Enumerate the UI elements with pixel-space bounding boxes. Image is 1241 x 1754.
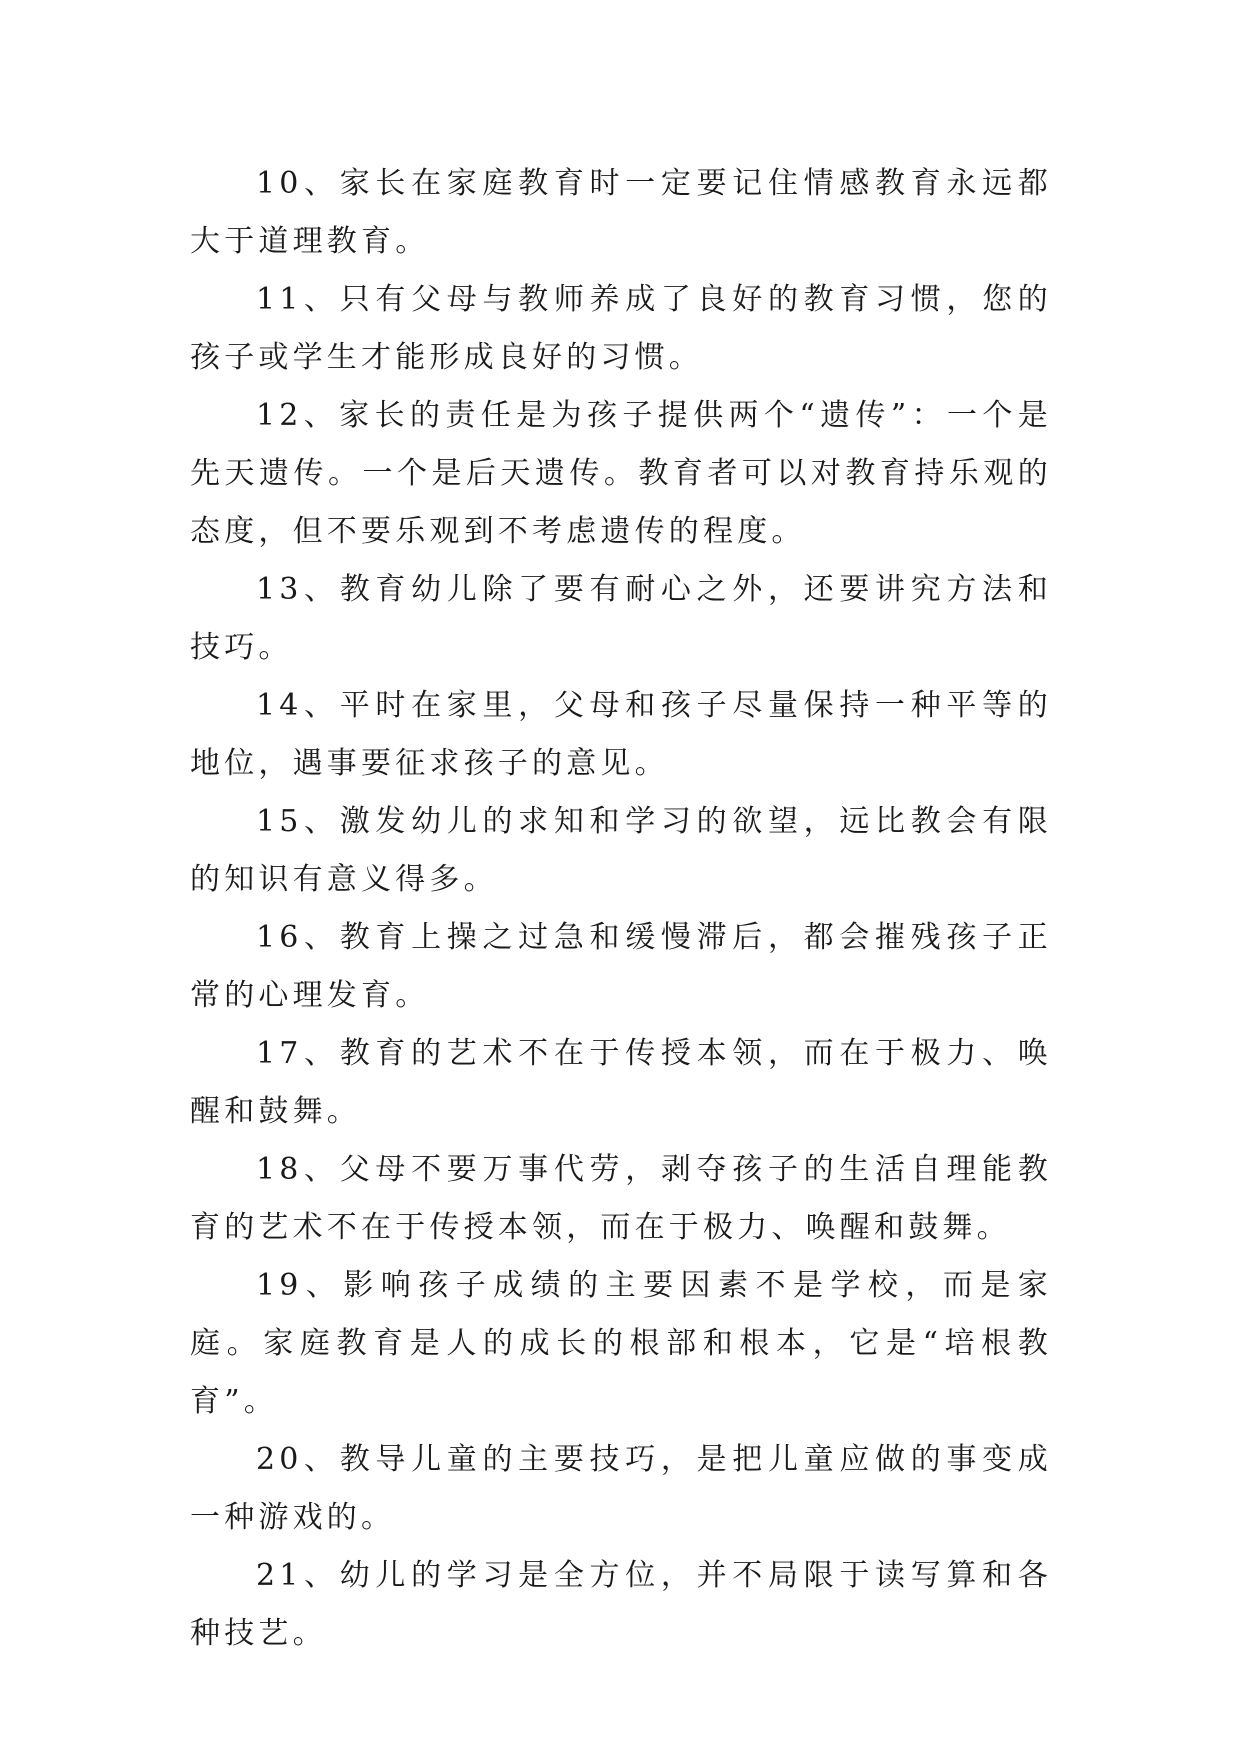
paragraph-18: 18、父母不要万事代劳，剥夺孩子的生活自理能教育的艺术不在于传授本领，而在于极力、唤醒和鼓舞。 bbox=[190, 1152, 1052, 1245]
document-body bbox=[190, 155, 1052, 1663]
paragraph-20: 20、教导儿童的主要技巧，是把儿童应做的事变成一种游戏的。 bbox=[190, 1442, 1052, 1535]
paragraph-16: 16、教育上操之过急和缓慢滞后，都会摧残孩子正常的心理发育。 bbox=[190, 920, 1052, 1013]
paragraph-17: 17、教育的艺术不在于传授本领，而在于极力、唤醒和鼓舞。 bbox=[190, 1036, 1052, 1129]
paragraph-14: 14、平时在家里，父母和孩子尽量保持一种平等的地位，遇事要征求孩子的意见。 bbox=[190, 688, 1052, 781]
paragraph-19: 19、影响孩子成绩的主要因素不是学校，而是家庭。家庭教育是人的成长的根部和根本，它是“培根教育”。 bbox=[190, 1268, 1052, 1419]
paragraph-21: 21、幼儿的学习是全方位，并不局限于读写算和各种技艺。 bbox=[190, 1558, 1052, 1651]
paragraph-11: 11、只有父母与教师养成了良好的教育习惯，您的孩子或学生才能形成良好的习惯。 bbox=[190, 282, 1052, 375]
paragraph-13: 13、教育幼儿除了要有耐心之外，还要讲究方法和技巧。 bbox=[190, 572, 1052, 665]
paragraph-10: 10、家长在家庭教育时一定要记住情感教育永远都大于道理教育。 bbox=[190, 166, 1052, 259]
paragraph-15: 15、激发幼儿的求知和学习的欲望，远比教会有限的知识有意义得多。 bbox=[190, 804, 1052, 897]
paragraph-12: 12、家长的责任是为孩子提供两个“遗传”：一个是先天遗传。一个是后天遗传。教育者可以对教育持乐观的态度，但不要乐观到不考虑遗传的程度。 bbox=[190, 398, 1052, 549]
